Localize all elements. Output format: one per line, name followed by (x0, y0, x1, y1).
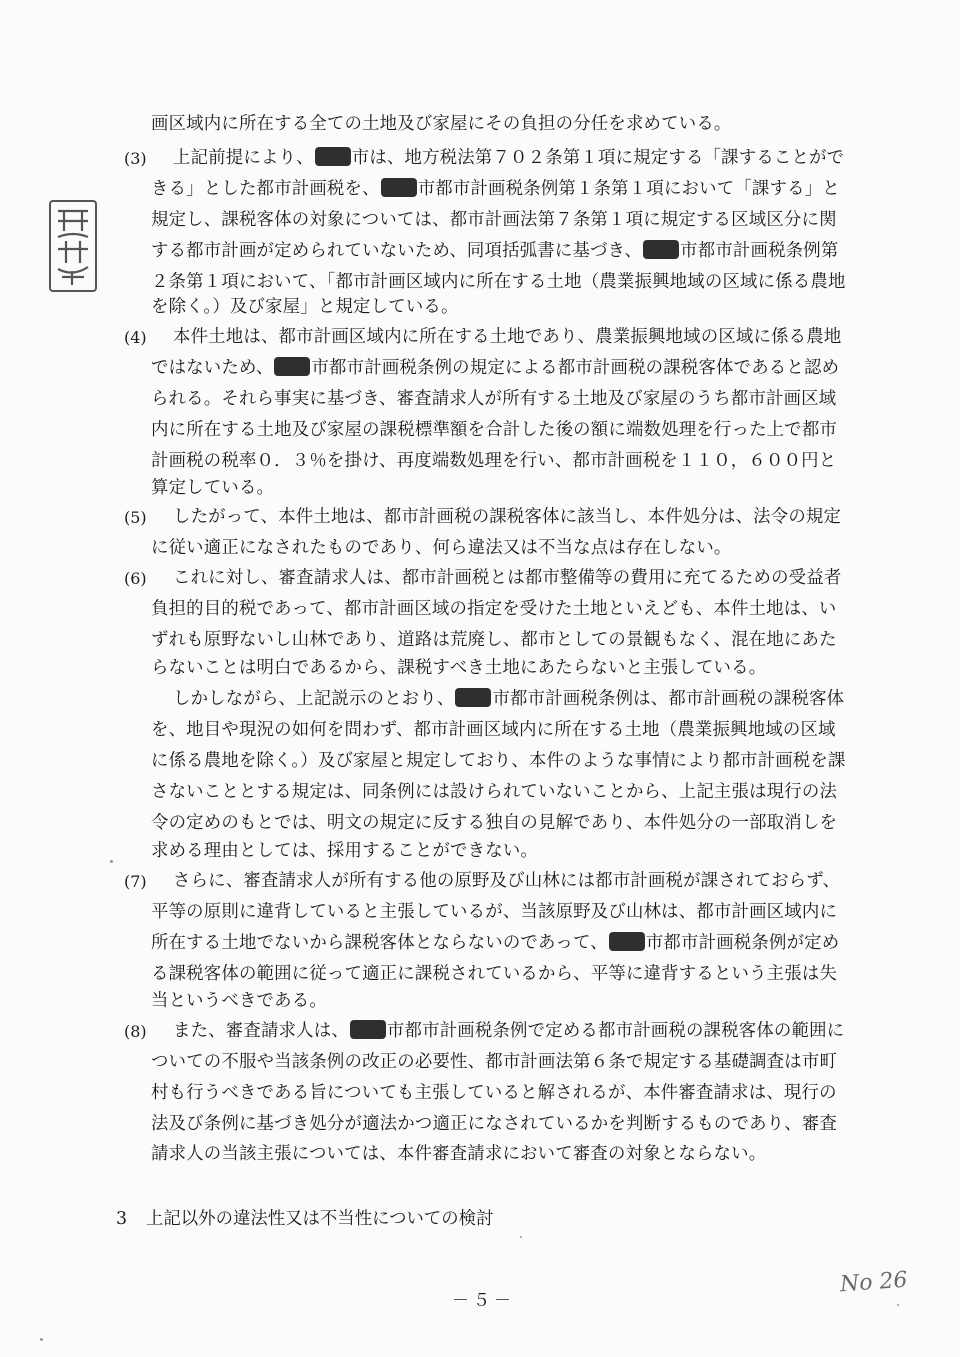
section-3-title: 上記以外の違法性又は不当性についての検討 (146, 1209, 494, 1229)
item-8-line-2: ついての不服や当該条例の改正の必要性、都市計画法第６条で規定する基礎調査は市町 (151, 1052, 838, 1072)
item-8-line-1: また、審査請求人は、 市都市計画税条例で定める都市計画税の課税客体の範囲に (173, 1021, 845, 1041)
item-3-line-4: する都市計画が定められていないため、同項括弧書に基づき、 市都市計画税条例第 (151, 241, 839, 261)
item-6-number: (6) (124, 569, 147, 588)
item-8-line-3: 村も行うべきである旨についても主張していると解されるが、本件審査請求は、現行の (151, 1083, 837, 1103)
scan-speck (897, 1304, 899, 1306)
redaction-mark (274, 357, 310, 376)
redaction-mark (455, 688, 491, 707)
item-6-line-3: ずれも原野ないし山林であり、道路は荒廃し、都市としての景観もなく、混在地にあた (151, 630, 837, 650)
item-3-line-2: きる」とした都市計画税を、 市都市計画税条例第１条第１項において「課する」と (151, 179, 840, 199)
item-6-line-2: 負担的目的税であって、都市計画区域の指定を受けた土地といえども、本件土地は、い (151, 599, 837, 619)
item-7-line-1: さらに、審査請求人が所有する他の原野及び山林には都市計画税が課されておらず、 (173, 871, 841, 891)
scan-speck (110, 860, 113, 863)
item-3-line-3: 規定し、課税客体の対象については、都市計画法第７条第１項に規定する区域区分に関 (151, 210, 837, 230)
item-8-line-4: 法及び条例に基づき処分が適法かつ適正になされているかを判断するものであり、審査 (151, 1114, 838, 1134)
item-6-line-8: さないこととする規定は、同条例には設けられていないことから、上記主張は現行の法 (151, 782, 838, 802)
item-5-number: (5) (124, 508, 147, 527)
item-6-line-7: に係る農地を除く。）及び家屋と規定しており、本件のような事情により都市計画税を課 (151, 751, 846, 771)
item-6-line-4: らないことは明白であるから、課税すべき土地にあたらないと主張している。 (151, 658, 767, 678)
item-6-line-5: しかしながら、上記説示のとおり、 市都市計画税条例は、都市計画税の課税客体 (173, 689, 845, 709)
item-4-line-4: 内に所在する土地及び家屋の課税標準額を合計した後の額に端数処理を行った上で都市 (151, 420, 838, 440)
item-7-number: (7) (124, 872, 147, 891)
item-4-number: (4) (124, 328, 147, 347)
item-3-line-6: を除く。）及び家屋」と規定している。 (151, 297, 459, 317)
item-8-line-5: 請求人の当該主張については、本件審査請求において審査の対象とならない。 (151, 1144, 767, 1164)
seal-stamp (44, 197, 102, 295)
item-3-line-5: ２条第１項において、「都市計画区域内に所在する土地（農業振興地域の区域に係る農地 (151, 272, 846, 292)
item-8-number: (8) (124, 1022, 147, 1041)
redaction-mark (350, 1020, 386, 1039)
item-5-line-1: したがって、本件土地は、都市計画税の課税客体に該当し、本件処分は、法令の規定 (173, 507, 842, 527)
handwritten-doc-number: No 26 (839, 1267, 909, 1298)
item-4-line-5: 計画税の税率０．３％を掛け、再度端数処理を行い、都市計画税を１１０，６００円と (151, 451, 837, 471)
item-4-line-1: 本件土地は、都市計画区域内に所在する土地であり、農業振興地域の区域に係る農地 (173, 327, 842, 347)
item-6-line-10: 求める理由としては、採用することができない。 (151, 841, 538, 861)
scan-speck (40, 1338, 43, 1341)
section-3-number: 3 (116, 1209, 128, 1229)
redaction-mark (381, 178, 417, 197)
item-4-line-6: 算定している。 (151, 478, 275, 498)
item-6-line-9: 令の定めのもとでは、明文の規定に反する独自の見解であり、本件処分の一部取消しを (151, 813, 838, 833)
page-number: －５－ (452, 1291, 515, 1311)
redaction-mark (315, 147, 351, 166)
item-6-line-6: を、地目や現況の如何を問わず、都市計画区域内に所在する土地（農業振興地域の区域 (151, 720, 836, 740)
item-7-line-3: 所在する土地でないから課税客体とならないのであって、 市都市計画税条例が定め (151, 933, 840, 953)
continuation-line: 画区域内に所在する全ての土地及び家屋にその負担の分任を求めている。 (151, 114, 732, 134)
item-3-number: (3) (124, 149, 147, 168)
scan-speck (520, 1236, 522, 1238)
item-7-line-4: る課税客体の範囲に従って適正に課税されているから、平等に違背するという主張は失 (151, 964, 838, 984)
redaction-mark (643, 240, 679, 259)
item-6-line-1: これに対し、審査請求人は、都市計画税とは都市整備等の費用に充てるための受益者 (173, 568, 842, 588)
item-5-line-2: に従い適正になされたものであり、何ら違法又は不当な点は存在しない。 (151, 538, 732, 558)
item-4-line-2: ではないため、 市都市計画税条例の規定による都市計画税の課税客体であると認め (151, 358, 840, 378)
item-7-line-2: 平等の原則に違背していると主張しているが、当該原野及び山林は、都市計画区域内に (151, 902, 838, 922)
item-4-line-3: られる。それら事実に基づき、審査請求人が所有する土地及び家屋のうち都市計画区域 (151, 389, 837, 409)
redaction-mark (609, 932, 645, 951)
item-3-line-1: 上記前提により、 市は、地方税法第７０２条第１項に規定する「課することがで (173, 148, 845, 168)
item-7-line-5: 当というべきである。 (151, 991, 327, 1011)
